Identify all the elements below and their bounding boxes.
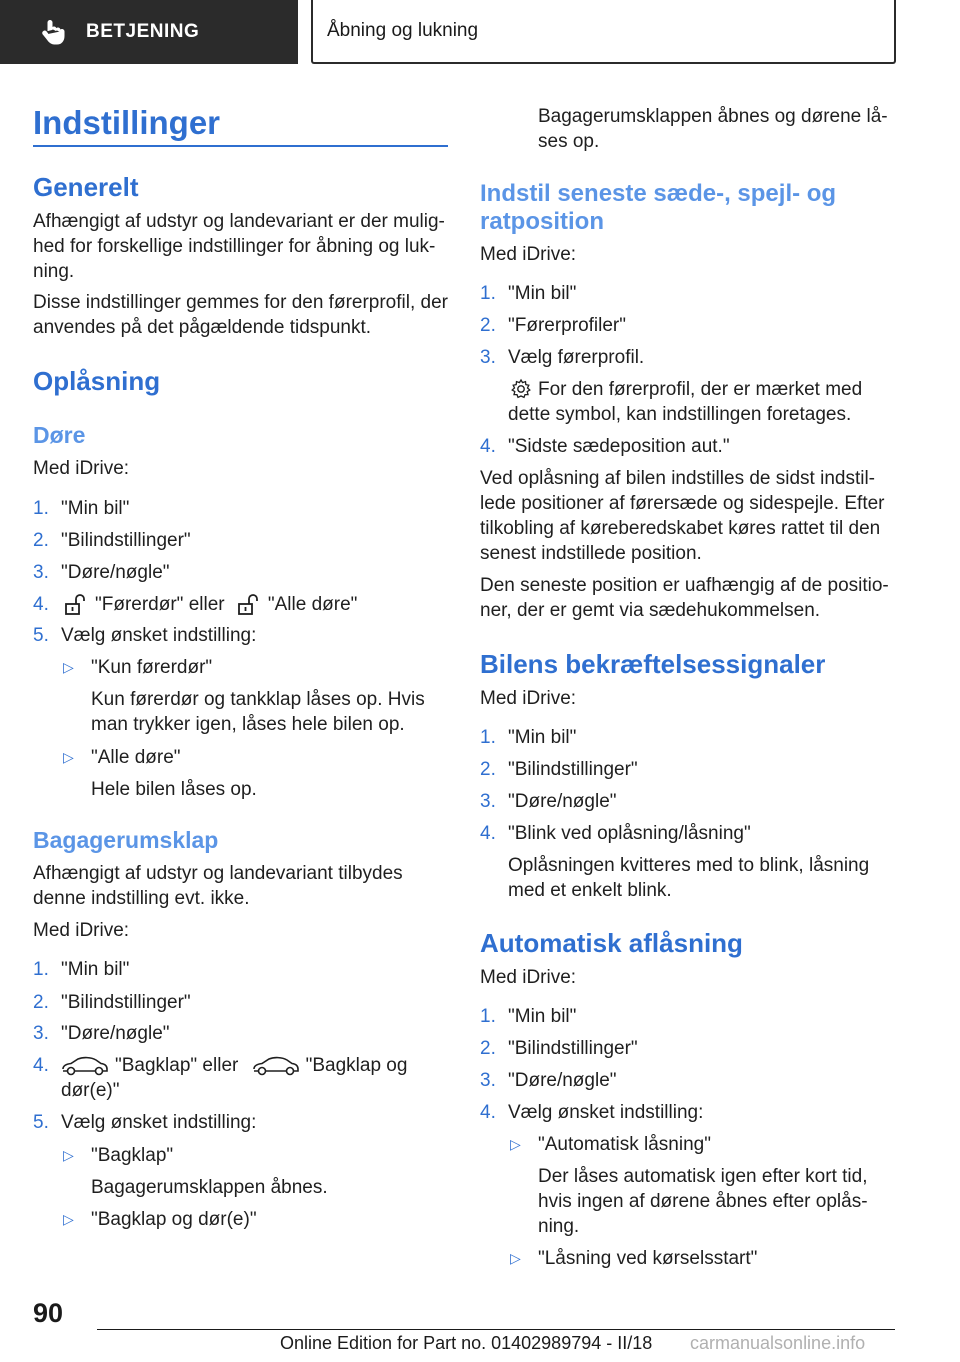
chapter-label: BETJENING — [86, 21, 200, 42]
car-icon — [252, 1055, 300, 1077]
car-icon — [61, 1055, 109, 1077]
chapter-tab — [0, 0, 298, 64]
auto-intro: Med iDrive: — [480, 967, 577, 988]
bullet-triangle-icon: ▷ — [63, 1147, 74, 1163]
list-item: 3. "Døre/nøgle" — [33, 562, 170, 583]
door-unlock-icon — [63, 593, 89, 617]
list-item: 1. "Min bil" — [33, 959, 130, 980]
option-description: Kun førerdør og tankklap låses op. Hvis man trykker igen, låses hele bilen op. — [91, 689, 425, 735]
list-item: 2. "Bilindstillinger" — [480, 759, 638, 780]
list-item: 2. "Bilindstillinger" — [33, 992, 191, 1013]
hand-pointer-icon — [40, 19, 66, 45]
bullet-triangle-icon: ▷ — [63, 749, 74, 765]
option-item: ▷ "Bagklap" — [63, 1145, 174, 1166]
generelt-paragraph-1: Afhængigt af udstyr og landevariant er der mulig-hed for forskellige indstillinger for åbning og luk-ning. — [33, 211, 445, 282]
list-item: 2. "Bilindstillinger" — [480, 1038, 638, 1059]
title-rule — [33, 145, 448, 147]
watermark: carmanualsonline.info — [690, 1333, 866, 1353]
list-item: 5. Vælg ønsket indstilling: — [33, 625, 257, 646]
generelt-paragraph-2: Disse indstillinger gemmes for den førerprofil, der anvendes på det pågældende tidspunkt. — [33, 292, 448, 338]
list-item: 5. Vælg ønsket indstilling: — [33, 1112, 257, 1133]
list-item: 4. "Bagklap" eller "Bagklap og dør(e)" — [33, 1055, 408, 1101]
list-item: 4. Vælg ønsket indstilling: — [480, 1102, 704, 1123]
heading-auto-locking: Automatisk aflåsning — [480, 928, 743, 958]
confirm-description: Oplåsningen kvitteres med to blink, låsning med et enkelt blink. — [508, 855, 870, 901]
heading-generelt: Generelt — [33, 172, 139, 202]
seat-paragraph-2: Den seneste position er uafhængig af de positio-ner, der er gemt via sædehukommelsen. — [480, 575, 889, 621]
page-number: 90 — [33, 1298, 64, 1328]
option-item: ▷ "Bagklap og dør(e)" — [63, 1209, 257, 1230]
list-item: 2. "Bilindstillinger" — [33, 530, 191, 551]
section-title: Åbning og lukning — [311, 0, 896, 64]
heading-oplaasning: Oplåsning — [33, 366, 161, 396]
list-item: 4. "Sidste sædeposition aut." — [480, 436, 730, 457]
option-item: ▷ "Automatisk låsning" — [510, 1134, 711, 1155]
footer-rule — [97, 1329, 895, 1330]
list-item: 3. "Døre/nøgle" — [480, 791, 617, 812]
heading-bagagerumsklap: Bagagerumsklap — [33, 827, 219, 853]
continued-description: Bagagerumsklappen åbnes og dørene lå-ses op. — [538, 106, 888, 152]
option-item: ▷ "Alle døre" — [63, 747, 181, 768]
confirm-intro: Med iDrive: — [480, 688, 577, 709]
edition-text: Online Edition for Part no. 01402989794 - II/18 — [280, 1333, 653, 1353]
heading-confirmation-signals: Bilens bekræftelsessignaler — [480, 649, 826, 679]
bagage-intro: Med iDrive: — [33, 920, 130, 941]
heading-doere: Døre — [33, 422, 86, 448]
option-item: ▷ "Låsning ved kørselsstart" — [510, 1248, 758, 1269]
list-item: 1. "Min bil" — [480, 727, 577, 748]
list-item: 1. "Min bil" — [33, 498, 130, 519]
list-item: 3. "Døre/nøgle" — [480, 1070, 617, 1091]
list-item: 4. "Blink ved oplåsning/låsning" — [480, 823, 751, 844]
bullet-triangle-icon: ▷ — [63, 659, 74, 675]
list-item: 3. "Døre/nøgle" — [33, 1023, 170, 1044]
list-item: 3. Vælg førerprofil. — [480, 347, 645, 368]
seat-note: For den førerprofil, der er mærket med dette symbol, kan indstillingen foretages. — [508, 379, 863, 425]
page-title: Indstillinger — [33, 104, 221, 141]
option-description: Bagagerumsklappen åbnes. — [91, 1177, 328, 1198]
list-item: 1. "Min bil" — [480, 1006, 577, 1027]
seat-intro: Med iDrive: — [480, 244, 577, 265]
option-description: Der låses automatisk igen efter kort tid, hvis ingen af dørene åbnes efter oplås-ning. — [538, 1166, 868, 1237]
heading-seat-position: Indstil seneste sæde-, spejl- og ratposition — [480, 180, 837, 235]
option-description: Hele bilen låses op. — [91, 779, 257, 800]
bagage-paragraph: Afhængigt af udstyr og landevariant tilbydes denne indstilling evt. ikke. — [33, 863, 403, 909]
bullet-triangle-icon: ▷ — [63, 1211, 74, 1227]
bullet-triangle-icon: ▷ — [510, 1136, 521, 1152]
seat-paragraph-1: Ved oplåsning af bilen indstilles de sidst indstil-lede positioner af førersæde og sidespejle. Efter tilkobling af køreberedskabet køres rattet til den senest indstillede position. — [480, 468, 885, 564]
doere-intro: Med iDrive: — [33, 458, 130, 479]
list-item: 1. "Min bil" — [480, 283, 577, 304]
list-item: 2. "Førerprofiler" — [480, 315, 626, 336]
door-unlock-icon — [236, 593, 262, 617]
bullet-triangle-icon: ▷ — [510, 1250, 521, 1266]
option-item: ▷ "Kun førerdør" — [63, 657, 213, 678]
list-item: 4. "Førerdør" eller "Alle døre" — [33, 594, 358, 615]
